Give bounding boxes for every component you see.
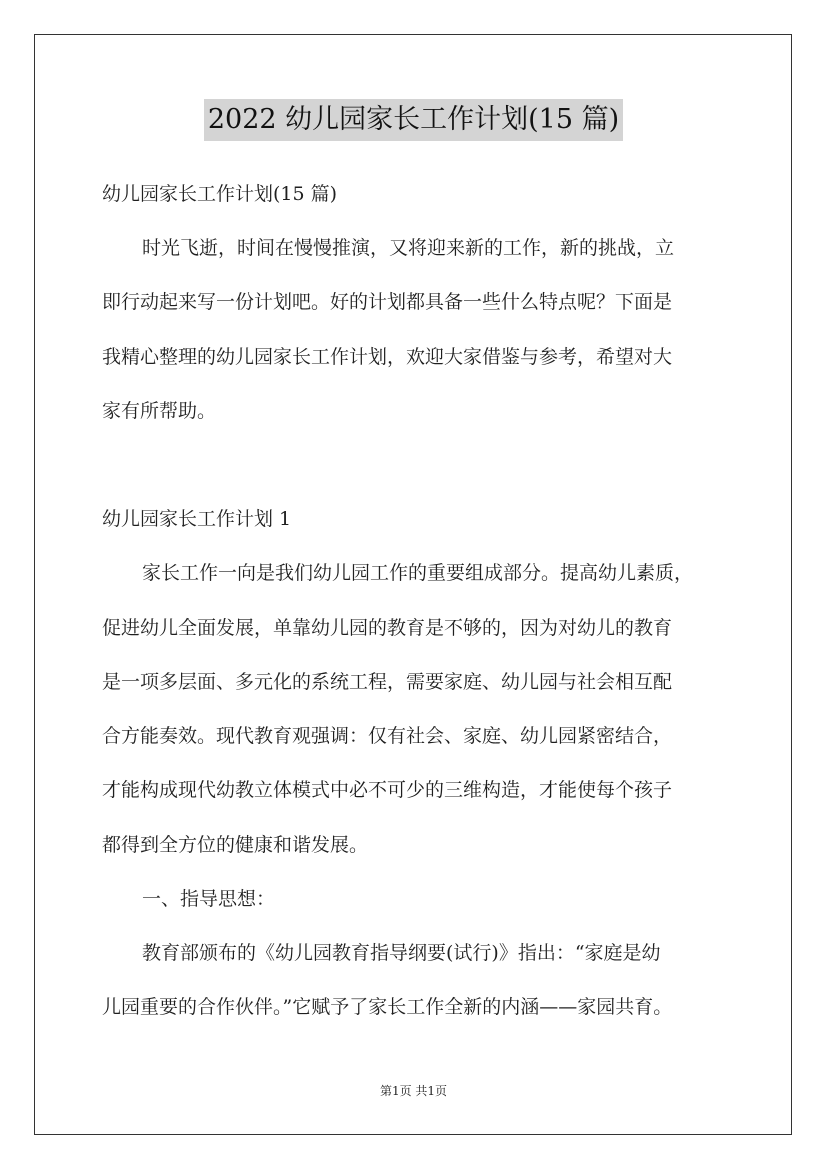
body-line-6: 都得到全方位的健康和谐发展。	[102, 834, 369, 856]
section-heading: 幼儿园家长工作计划 1	[102, 508, 292, 530]
body-line-2: 促进幼儿全面发展，单靠幼儿园的教育是不够的，因为对幼儿的教育	[102, 617, 673, 639]
intro-line-3: 我精心整理的幼儿园家长工作计划，欢迎大家借鉴与参考，希望对大	[102, 346, 673, 368]
guide-line-2: 儿园重要的合作伙伴。”它赋予了家长工作全新的内涵——家园共育。	[102, 996, 673, 1018]
document-title: 2022 幼儿园家长工作计划(15 篇)	[204, 99, 623, 141]
body-line-1: 家长工作一向是我们幼儿园工作的重要组成部分。提高幼儿素质，	[142, 562, 694, 584]
body-line-4: 合方能奏效。现代教育观强调：仅有社会、家庭、幼儿园紧密结合，	[102, 725, 673, 747]
point-heading: 一、指导思想：	[142, 888, 276, 910]
body-line-5: 才能构成现代幼教立体模式中必不可少的三维构造，才能使每个孩子	[102, 779, 673, 801]
document-subtitle: 幼儿园家长工作计划(15 篇)	[102, 183, 338, 205]
page-footer: 第1页 共1页	[379, 1084, 448, 1098]
guide-line-1: 教育部颁布的《幼儿园教育指导纲要(试行)》指出：“家庭是幼	[142, 942, 661, 964]
intro-line-1: 时光飞逝，时间在慢慢推演，又将迎来新的工作，新的挑战，立	[142, 237, 675, 259]
intro-line-4: 家有所帮助。	[102, 400, 217, 422]
title-container	[0, 99, 827, 141]
body-line-3: 是一项多层面、多元化的系统工程，需要家庭、幼儿园与社会相互配	[102, 671, 673, 693]
intro-line-2: 即行动起来写一份计划吧。好的计划都具备一些什么特点呢？下面是	[102, 291, 673, 313]
